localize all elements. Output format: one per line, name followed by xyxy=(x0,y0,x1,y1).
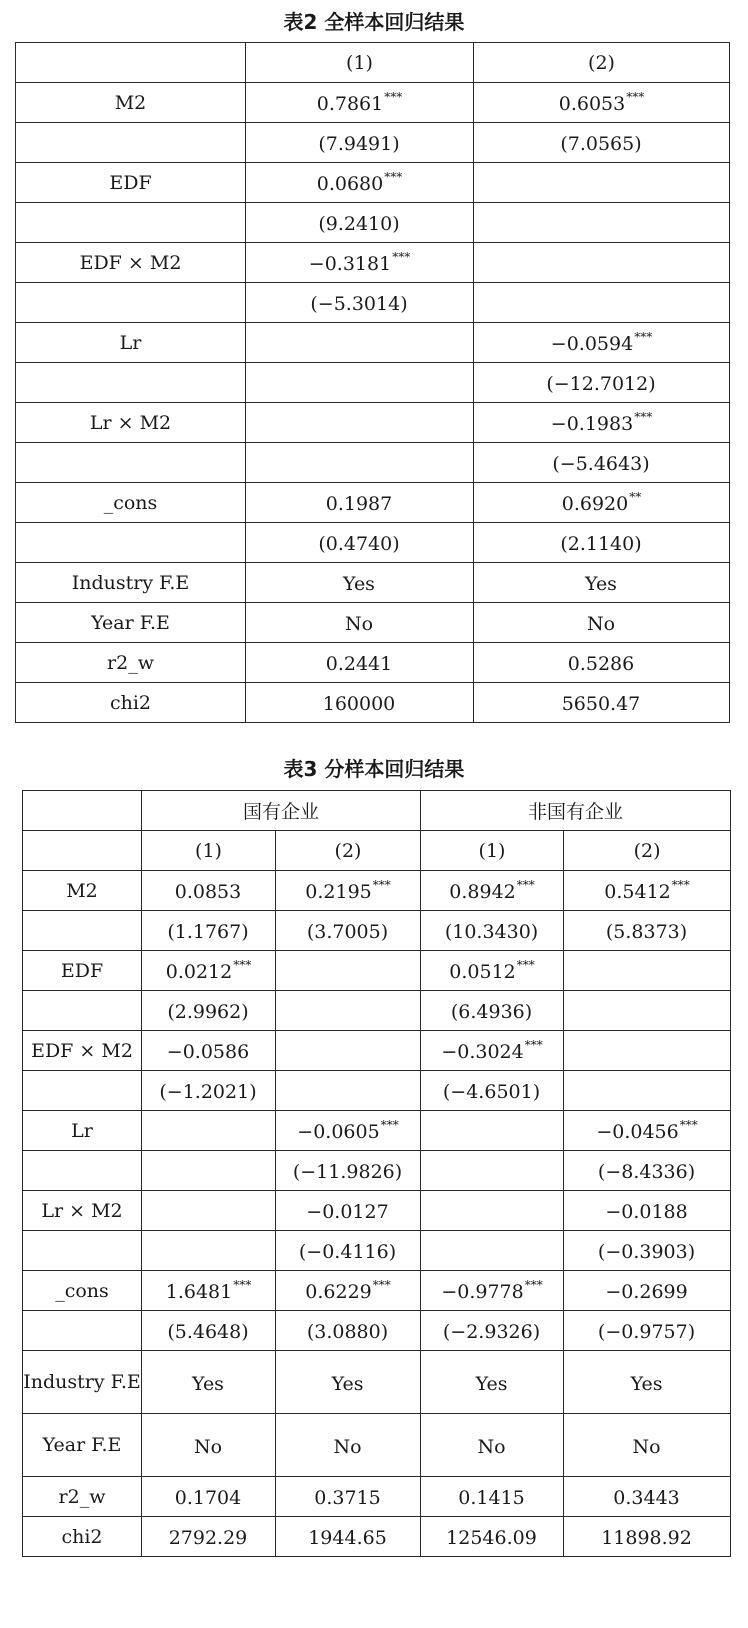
table-cell xyxy=(276,1231,421,1271)
cell-value: Yes xyxy=(343,573,375,595)
table-cell xyxy=(142,871,276,911)
row-label xyxy=(16,243,246,283)
table2-header-row xyxy=(16,43,730,83)
cell-value: Lr xyxy=(119,331,142,354)
table-row xyxy=(16,203,730,243)
cell-value: Yes xyxy=(192,1372,224,1395)
row-label xyxy=(16,323,246,363)
cell-value: (2.1140) xyxy=(560,533,642,555)
header-cell: (2) xyxy=(564,831,731,871)
table-row xyxy=(23,991,731,1031)
cell-value: 0.3443 xyxy=(613,1487,680,1509)
cell-value: 0.1987 xyxy=(325,493,393,515)
table-row xyxy=(16,563,730,603)
table-cell xyxy=(474,403,730,443)
table-cell xyxy=(142,1414,276,1477)
header-cell: (2) xyxy=(276,831,421,871)
row-label xyxy=(23,1351,142,1414)
cell-value: 0.0680 xyxy=(316,173,384,195)
cell-value: 0.1704 xyxy=(174,1487,242,1509)
table-cell xyxy=(276,1071,421,1111)
table-cell xyxy=(142,1191,276,1231)
table-cell xyxy=(564,1414,731,1477)
row-label xyxy=(16,683,246,723)
table-cell xyxy=(246,603,474,643)
cell-value: No xyxy=(344,613,374,635)
table-cell xyxy=(276,951,421,991)
row-label xyxy=(23,1311,142,1351)
table3 xyxy=(22,790,731,1557)
significance-stars: *** xyxy=(516,878,535,892)
cell-value: (3.7005) xyxy=(306,921,389,943)
table-cell xyxy=(246,123,474,163)
table-cell xyxy=(564,1517,731,1557)
significance-stars: *** xyxy=(679,1118,698,1132)
cell-value: (6.4936) xyxy=(450,1001,533,1023)
cell-value: 0.2195 xyxy=(305,881,372,903)
table-cell xyxy=(474,123,730,163)
cell-value: EDF × M2 xyxy=(79,251,182,274)
cell-value: r2_w xyxy=(107,651,154,674)
cell-value: No xyxy=(586,613,616,635)
cell-value: −0.0188 xyxy=(605,1201,688,1223)
row-label xyxy=(23,1517,142,1557)
cell-value: _cons xyxy=(55,1279,109,1302)
cell-value: 0.6920 xyxy=(561,493,629,515)
cell-value: 0.5286 xyxy=(567,653,635,675)
significance-stars: *** xyxy=(233,958,252,972)
table-cell xyxy=(474,243,730,283)
cell-value: M2 xyxy=(66,879,98,902)
table-row xyxy=(23,911,731,951)
cell-value: (1.1767) xyxy=(167,921,249,943)
table-row xyxy=(23,1414,731,1477)
row-label xyxy=(23,1271,142,1311)
row-label xyxy=(23,1111,142,1151)
table-cell xyxy=(421,911,564,951)
table-cell xyxy=(246,83,474,123)
significance-stars: *** xyxy=(634,410,653,424)
row-label xyxy=(23,1151,142,1191)
cell-value: (−0.9757) xyxy=(597,1321,696,1343)
table-row xyxy=(23,1271,731,1311)
row-label xyxy=(23,911,142,951)
row-label xyxy=(16,643,246,683)
cell-value: −0.0127 xyxy=(306,1201,389,1223)
table-row xyxy=(16,123,730,163)
table-row xyxy=(16,363,730,403)
header-cell: (1) xyxy=(246,43,474,83)
table-cell xyxy=(421,1031,564,1071)
table-row xyxy=(16,683,730,723)
cell-value: −0.0594 xyxy=(550,333,634,355)
table-cell xyxy=(421,1191,564,1231)
cell-value: 12546.09 xyxy=(446,1527,537,1549)
table-row xyxy=(23,1231,731,1271)
table-cell xyxy=(142,1151,276,1191)
cell-value: r2_w xyxy=(58,1485,106,1508)
cell-value: chi2 xyxy=(109,691,152,714)
row-label xyxy=(23,1191,142,1231)
table-cell xyxy=(421,1111,564,1151)
row-label xyxy=(16,483,246,523)
row-label xyxy=(16,563,246,603)
row-label xyxy=(23,951,142,991)
significance-stars: *** xyxy=(524,1038,543,1052)
table-cell xyxy=(474,283,730,323)
table-cell xyxy=(246,163,474,203)
table-cell xyxy=(276,1351,421,1414)
cell-value: EDF xyxy=(109,171,152,194)
table-cell xyxy=(276,1151,421,1191)
significance-stars: *** xyxy=(392,250,411,264)
row-label xyxy=(16,523,246,563)
table-cell xyxy=(276,1031,421,1071)
table-cell xyxy=(564,951,731,991)
table-cell xyxy=(276,1414,421,1477)
table-cell xyxy=(474,163,730,203)
cell-value: 11898.92 xyxy=(601,1527,692,1549)
cell-value: Yes xyxy=(585,573,617,595)
table-cell xyxy=(564,1351,731,1414)
table-row xyxy=(16,403,730,443)
table-cell xyxy=(564,1071,731,1111)
table-row xyxy=(16,643,730,683)
cell-value: 2792.29 xyxy=(168,1527,248,1549)
cell-value: 0.0512 xyxy=(449,961,516,983)
cell-value: −0.3024 xyxy=(441,1041,524,1063)
table-cell xyxy=(142,1311,276,1351)
cell-value: −0.0586 xyxy=(166,1041,250,1063)
cell-value: (5.8373) xyxy=(605,921,688,943)
group-header-non-state-owned: 非国有企业 xyxy=(421,791,731,831)
table-cell xyxy=(421,991,564,1031)
table-cell xyxy=(246,323,474,363)
cell-value: 0.0212 xyxy=(165,961,233,983)
table-cell xyxy=(246,643,474,683)
table-cell xyxy=(564,1311,731,1351)
cell-value: Year F.E xyxy=(42,1434,122,1456)
table2-caption: 表2 全样本回归结果 xyxy=(283,10,465,34)
table-cell xyxy=(246,683,474,723)
table-row xyxy=(16,603,730,643)
table-cell xyxy=(474,643,730,683)
table2 xyxy=(15,42,730,723)
table-cell xyxy=(474,603,730,643)
cell-value: (0.4740) xyxy=(318,533,400,555)
table-cell xyxy=(421,1517,564,1557)
table-cell xyxy=(276,991,421,1031)
table-cell xyxy=(142,911,276,951)
row-label xyxy=(23,1477,142,1517)
table-cell xyxy=(474,483,730,523)
table-row xyxy=(23,1191,731,1231)
table-cell xyxy=(564,1231,731,1271)
header-cell xyxy=(23,791,142,831)
row-label xyxy=(16,443,246,483)
table-row xyxy=(23,1111,731,1151)
table-row xyxy=(23,1031,731,1071)
cell-value: −0.0605 xyxy=(297,1121,380,1143)
table-cell xyxy=(421,1071,564,1111)
table-cell xyxy=(142,1271,276,1311)
table-cell xyxy=(474,443,730,483)
significance-stars: *** xyxy=(671,878,690,892)
cell-value: No xyxy=(333,1435,362,1458)
cell-value: No xyxy=(477,1435,506,1458)
cell-value: 1.6481 xyxy=(165,1281,233,1303)
table-cell xyxy=(276,1271,421,1311)
table-cell xyxy=(142,951,276,991)
table-cell xyxy=(142,991,276,1031)
cell-value: EDF xyxy=(60,959,104,982)
cell-value: 0.2441 xyxy=(325,653,393,675)
table-cell xyxy=(276,871,421,911)
table-cell xyxy=(474,523,730,563)
significance-stars: *** xyxy=(626,90,645,104)
cell-value: −0.1983 xyxy=(550,413,634,435)
cell-value: 0.6229 xyxy=(305,1281,372,1303)
cell-value: (−4.6501) xyxy=(442,1081,541,1103)
header-cell xyxy=(16,43,246,83)
row-label xyxy=(16,403,246,443)
cell-value: −0.2699 xyxy=(605,1281,688,1303)
cell-value: (3.0880) xyxy=(306,1321,389,1343)
table-row xyxy=(16,483,730,523)
table-row xyxy=(23,951,731,991)
table-cell xyxy=(474,323,730,363)
cell-value: 0.6053 xyxy=(558,93,626,115)
cell-value: 0.8942 xyxy=(449,881,516,903)
table-row xyxy=(16,243,730,283)
table-cell xyxy=(246,243,474,283)
table-cell xyxy=(564,911,731,951)
table-cell xyxy=(421,1271,564,1311)
table-cell xyxy=(421,1414,564,1477)
table-row xyxy=(23,871,731,911)
table-cell xyxy=(474,683,730,723)
significance-stars: *** xyxy=(233,1278,252,1292)
table-row xyxy=(16,323,730,363)
significance-stars: *** xyxy=(380,1118,399,1132)
cell-value: No xyxy=(632,1435,661,1458)
table-cell xyxy=(564,871,731,911)
table-cell xyxy=(246,203,474,243)
cell-value: _cons xyxy=(103,491,158,514)
cell-value: M2 xyxy=(114,91,147,114)
table-row xyxy=(16,163,730,203)
cell-value: Year F.E xyxy=(91,611,170,634)
row-label xyxy=(16,363,246,403)
table-cell xyxy=(142,1477,276,1517)
cell-value: (−12.7012) xyxy=(546,373,656,395)
table-row xyxy=(16,523,730,563)
table-cell xyxy=(142,1071,276,1111)
table-cell xyxy=(421,1151,564,1191)
cell-value: (10.3430) xyxy=(444,921,539,943)
significance-stars: *** xyxy=(516,958,535,972)
cell-value: Industry F.E xyxy=(71,571,190,594)
cell-value: −0.3181 xyxy=(308,253,392,275)
cell-value: 0.0853 xyxy=(174,881,242,903)
row-label xyxy=(16,203,246,243)
table-cell xyxy=(276,1477,421,1517)
row-label xyxy=(23,871,142,911)
table-cell xyxy=(276,1517,421,1557)
table-cell xyxy=(421,1311,564,1351)
cell-value: (−5.4643) xyxy=(552,453,650,475)
cell-value: (−0.3903) xyxy=(597,1241,696,1263)
table-row xyxy=(23,1071,731,1111)
cell-value: (−5.3014) xyxy=(310,293,408,315)
table-row xyxy=(16,83,730,123)
cell-value: 160000 xyxy=(322,693,396,715)
significance-stars: *** xyxy=(372,1278,391,1292)
table-cell xyxy=(474,203,730,243)
cell-value: Yes xyxy=(630,1372,663,1395)
table-cell xyxy=(564,1111,731,1151)
header-cell xyxy=(23,831,142,871)
table-cell xyxy=(246,483,474,523)
cell-value: Yes xyxy=(475,1372,508,1395)
table3-group-row xyxy=(23,791,731,831)
cell-value: (−2.9326) xyxy=(442,1321,541,1343)
table-row xyxy=(23,1477,731,1517)
header-cell: (1) xyxy=(142,831,276,871)
table-cell xyxy=(564,1151,731,1191)
significance-stars: *** xyxy=(634,330,653,344)
cell-value: (−0.4116) xyxy=(298,1241,397,1263)
cell-value: Lr xyxy=(71,1119,93,1142)
cell-value: Industry F.E xyxy=(23,1371,141,1393)
cell-value: 0.3715 xyxy=(314,1487,381,1509)
row-label xyxy=(16,123,246,163)
table-cell xyxy=(142,1351,276,1414)
table-cell xyxy=(421,1477,564,1517)
table-cell xyxy=(246,363,474,403)
row-label xyxy=(16,83,246,123)
cell-value: (9.2410) xyxy=(318,213,400,235)
row-label xyxy=(23,1414,142,1477)
header-cell: (1) xyxy=(421,831,564,871)
table-row xyxy=(23,1517,731,1557)
significance-stars: *** xyxy=(384,170,403,184)
cell-value: (−11.9826) xyxy=(292,1161,403,1183)
table-row xyxy=(23,1151,731,1191)
cell-value: 0.7861 xyxy=(316,93,384,115)
significance-stars: *** xyxy=(384,90,403,104)
row-label xyxy=(16,603,246,643)
cell-value: (2.9962) xyxy=(167,1001,249,1023)
table-cell xyxy=(421,1231,564,1271)
row-label xyxy=(23,1231,142,1271)
cell-value: EDF × M2 xyxy=(31,1039,133,1062)
row-label xyxy=(23,1071,142,1111)
cell-value: Lr × M2 xyxy=(89,411,172,434)
table-cell xyxy=(246,283,474,323)
cell-value: 0.5412 xyxy=(604,881,671,903)
significance-stars: ** xyxy=(629,490,642,504)
table-cell xyxy=(474,563,730,603)
cell-value: Lr × M2 xyxy=(41,1199,123,1222)
cell-value: −0.0456 xyxy=(596,1121,679,1143)
row-label xyxy=(23,1031,142,1071)
table-cell xyxy=(276,911,421,951)
cell-value: (−1.2021) xyxy=(159,1081,257,1103)
cell-value: 1944.65 xyxy=(308,1527,387,1549)
table3-subheader-row xyxy=(23,831,731,871)
cell-value: (7.0565) xyxy=(560,133,642,155)
table-cell xyxy=(142,1031,276,1071)
cell-value: Yes xyxy=(331,1372,364,1395)
table-cell xyxy=(421,1351,564,1414)
table-cell xyxy=(421,871,564,911)
table-cell xyxy=(142,1231,276,1271)
header-cell: (2) xyxy=(474,43,730,83)
table-cell xyxy=(246,403,474,443)
table-cell xyxy=(142,1111,276,1151)
table-cell xyxy=(246,563,474,603)
table-row xyxy=(23,1351,731,1414)
table-cell xyxy=(474,363,730,403)
table-cell xyxy=(564,1031,731,1071)
row-label xyxy=(23,991,142,1031)
cell-value: (−8.4336) xyxy=(597,1161,696,1183)
table-cell xyxy=(276,1311,421,1351)
group-header-state-owned: 国有企业 xyxy=(142,791,421,831)
cell-value: −0.9778 xyxy=(441,1281,524,1303)
table-cell xyxy=(564,1477,731,1517)
table-cell xyxy=(246,523,474,563)
row-label xyxy=(16,163,246,203)
table-cell xyxy=(421,951,564,991)
table-cell xyxy=(276,1111,421,1151)
table-row xyxy=(23,1311,731,1351)
table-cell xyxy=(246,443,474,483)
cell-value: (7.9491) xyxy=(318,133,400,155)
table-cell xyxy=(276,1191,421,1231)
cell-value: 0.1415 xyxy=(458,1487,525,1509)
row-label xyxy=(16,283,246,323)
table-cell xyxy=(564,1271,731,1311)
cell-value: No xyxy=(193,1435,223,1458)
table-cell xyxy=(564,1191,731,1231)
cell-value: (5.4648) xyxy=(167,1321,249,1343)
cell-value: chi2 xyxy=(61,1525,103,1548)
table-cell xyxy=(564,991,731,1031)
significance-stars: *** xyxy=(372,878,391,892)
table-row xyxy=(16,443,730,483)
significance-stars: *** xyxy=(524,1278,543,1292)
cell-value: 5650.47 xyxy=(561,693,641,715)
table3-caption: 表3 分样本回归结果 xyxy=(283,757,465,781)
table-cell xyxy=(142,1517,276,1557)
table-row xyxy=(16,283,730,323)
table-cell xyxy=(474,83,730,123)
